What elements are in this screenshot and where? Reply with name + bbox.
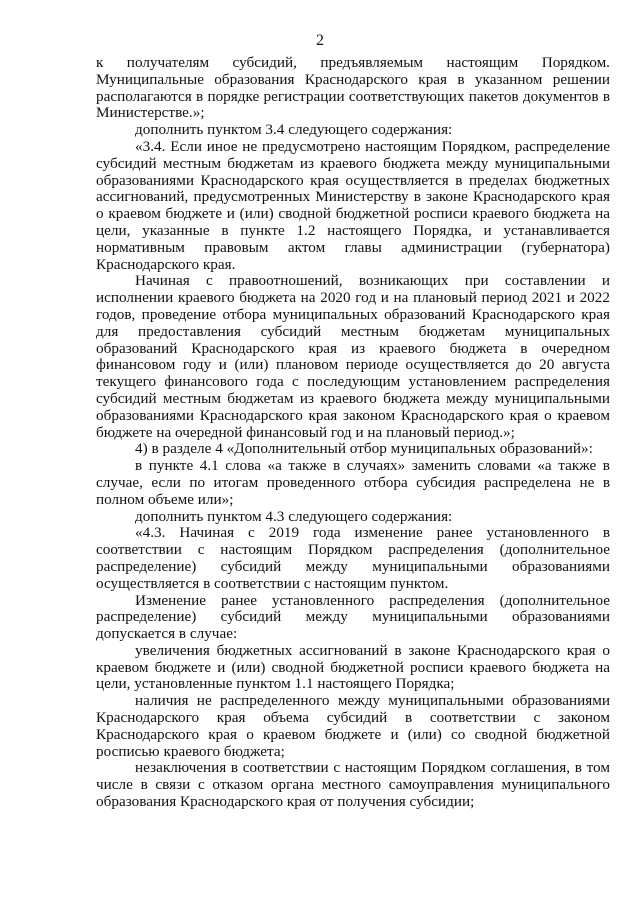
document-body (96, 55, 610, 811)
paragraph-continuation: к получателям субсидий, предъявляемым настоящим Порядком. Муниципальные образования Краснодарского края в указанном решении располагаются в порядке регистрации соответствующих пакетов документов в Министерстве.»; (96, 54, 610, 122)
paragraph-case-undistributed: наличия не распределенного между муниципальными образованиями Краснодарского края объема субсидий в соответствии с законом Краснодарского края о краевом бюджете и (или) со сводной бюджетной росписью краевого бюджета; (96, 692, 610, 760)
paragraph-section-4: 4) в разделе 4 «Дополнительный отбор муниципальных образований»: (135, 440, 593, 458)
paragraph-redistribution: Изменение ранее установленного распределения (дополнительное распределение) субсидий между муниципальными образованиями допускается в случае: (96, 591, 610, 643)
paragraph-amend-3-4: дополнить пунктом 3.4 следующего содержания: (135, 121, 453, 139)
paragraph-clause-3-4: «3.4. Если иное не предусмотрено настоящим Порядком, распределение субсидий местным бюджетам из краевого бюджета между муниципальными образованиями Краснодарского края осуществляется в пределах бюджетных ассигнований, предусмотренных Министерству в законе Краснодарского края о краевом бюджете и (или) сводной бюджетной росписи краевого бюджета на цели, указанные в пункте 1.2 настоящего Порядка, и устанавливается нормативным правовым актом главы администрации (губернатора) Краснодарского края. (96, 137, 610, 273)
paragraph-amend-4-3: дополнить пунктом 4.3 следующего содержания: (135, 507, 453, 525)
paragraph-selection-deadline: Начиная с правоотношений, возникающих при составлении и исполнении краевого бюджета на 2020 год и на плановый период 2021 и 2022 годов, проведение отбора муниципальных образований Краснодарского края для предоставления субсидий местным бюджетам муниципальных образований Краснодарского края из краевого бюджета в очередном финансовом году и (или) плановом периоде осуществляется до 20 августа текущего финансового года с последующим установлением распределения субсидий местным бюджетам из краевого бюджета между муниципальными образованиями Краснодарского края законом Краснодарского края о краевом бюджете на очередной финансовый год и на плановый период.»; (96, 272, 610, 441)
paragraph-case-increase: увеличения бюджетных ассигнований в законе Краснодарского края о краевом бюджете и (или) сводной бюджетной росписи краевого бюджета на цели, установленные пунктом 1.1 настоящего Порядка; (96, 641, 610, 693)
paragraph-clause-4-1: в пункте 4.1 слова «а также в случаях» заменить словами «а также в случае, если по итогам проведенного отбора субсидия распределена не в полном объеме или»; (96, 457, 610, 508)
paragraph-clause-4-3: «4.3. Начиная с 2019 года изменение ранее установленного в соответствии с настоящим Порядком распределения (дополнительное распределение) субсидий между муниципальными образованиями осуществляется в соответствии с настоящим пунктом. (96, 524, 610, 592)
paragraph-case-no-agreement: незаключения в соответствии с настоящим Порядком соглашения, в том числе в связи с отказом органа местного самоуправления муниципального образования Краснодарского края от получения субсидии; (96, 759, 610, 811)
page-number: 2 (316, 32, 324, 49)
